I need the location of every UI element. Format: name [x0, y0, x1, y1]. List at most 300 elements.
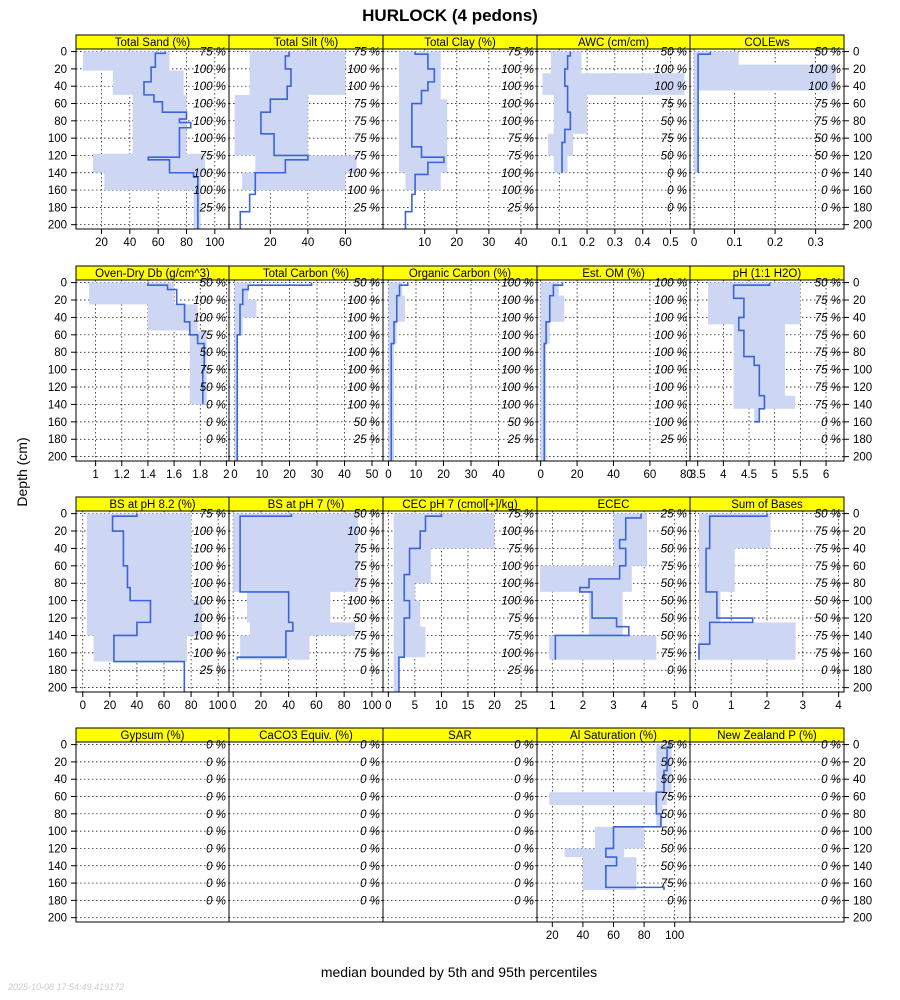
- y-tick-label: 160: [47, 416, 67, 429]
- panel: [48, 35, 229, 249]
- x-tick-label: 4.5: [741, 469, 758, 481]
- data-completeness-label: 0 %: [821, 826, 841, 839]
- y-tick-label: 60: [54, 329, 67, 342]
- y-tick-label: 0: [60, 46, 67, 59]
- x-tick-label: 100: [208, 700, 228, 712]
- x-tick-label: 5.5: [792, 469, 809, 481]
- y-tick-label: 200: [47, 219, 67, 232]
- data-completeness-label: 100 %: [501, 312, 534, 325]
- y-tick-label: 140: [853, 167, 873, 180]
- y-tick-label: 160: [853, 185, 873, 198]
- y-tick-label: 100: [853, 826, 873, 839]
- x-tick-label: 40: [123, 237, 137, 249]
- data-completeness-label: 75 %: [507, 46, 534, 59]
- x-tick-label: 80: [184, 700, 198, 712]
- data-completeness-label: 75 %: [814, 399, 841, 412]
- data-completeness-label: 75 %: [353, 630, 380, 643]
- data-completeness-label: 50 %: [353, 613, 380, 626]
- x-tick-label: 20: [103, 700, 117, 712]
- data-completeness-label: 0 %: [360, 756, 380, 769]
- x-tick-label: 0.3: [606, 237, 623, 249]
- data-completeness-label: 75 %: [814, 578, 841, 591]
- x-tick-label: 10: [435, 700, 448, 712]
- chart-title: HURLOCK (4 pedons): [362, 6, 538, 25]
- x-tick-label: 20: [263, 237, 277, 249]
- y-tick-label: 60: [54, 791, 67, 804]
- data-completeness-label: 0 %: [206, 416, 226, 429]
- x-tick-label: 1.4: [139, 469, 156, 481]
- data-completeness-label: 100 %: [193, 115, 226, 128]
- data-completeness-label: 0 %: [821, 756, 841, 769]
- data-completeness-label: 0 %: [667, 665, 687, 678]
- data-completeness-label: 0 %: [821, 416, 841, 429]
- x-tick-label: 40: [301, 237, 315, 249]
- x-tick-label: 30: [482, 237, 496, 249]
- panel-title: Oven-Dry Db (g/cm^3): [95, 268, 210, 280]
- y-tick-label: 160: [853, 647, 873, 660]
- y-tick-label: 20: [853, 295, 866, 308]
- data-completeness-label: 100 %: [654, 63, 687, 76]
- data-completeness-label: 0 %: [667, 185, 687, 198]
- data-completeness-label: 0 %: [514, 860, 534, 873]
- data-completeness-label: 0 %: [206, 774, 226, 787]
- data-completeness-label: 100 %: [501, 560, 534, 573]
- x-tick-label: 40: [576, 930, 590, 942]
- data-completeness-label: 75 %: [353, 578, 380, 591]
- x-tick-label: 0.1: [551, 237, 568, 249]
- x-tick-label: 4: [835, 700, 842, 712]
- data-completeness-label: 0 %: [206, 434, 226, 447]
- data-completeness-label: 50 %: [814, 150, 841, 163]
- y-tick-label: 180: [47, 202, 67, 215]
- data-completeness-label: 0 %: [514, 739, 534, 752]
- data-completeness-label: 50 %: [814, 595, 841, 608]
- x-tick-label: 0.2: [767, 237, 784, 249]
- data-completeness-label: 0 %: [821, 185, 841, 198]
- panel: [537, 497, 690, 712]
- x-tick-label: 5: [671, 700, 678, 712]
- data-completeness-label: 100 %: [501, 347, 534, 360]
- panel-title: CEC pH 7 (cmol[+]/kg): [402, 499, 518, 511]
- data-completeness-label: 25 %: [507, 665, 534, 678]
- data-completeness-label: 25 %: [660, 434, 687, 447]
- data-completeness-label: 100 %: [501, 382, 534, 395]
- data-completeness-label: 50 %: [814, 508, 841, 521]
- y-tick-label: 140: [853, 399, 873, 412]
- panel: [690, 35, 872, 249]
- data-completeness-label: 100 %: [193, 295, 226, 308]
- data-completeness-label: 50 %: [353, 508, 380, 521]
- data-completeness-label: 0 %: [514, 774, 534, 787]
- panel: [383, 728, 537, 922]
- x-tick-label: 60: [607, 930, 620, 942]
- data-completeness-label: 0 %: [821, 808, 841, 821]
- y-tick-label: 180: [853, 665, 873, 678]
- data-completeness-label: 50 %: [814, 613, 841, 626]
- y-tick-label: 20: [54, 526, 67, 539]
- data-completeness-label: 50 %: [353, 277, 380, 290]
- y-tick-label: 200: [47, 682, 67, 695]
- y-tick-label: 60: [54, 560, 67, 573]
- panel-title: SAR: [448, 730, 472, 742]
- data-completeness-label: 75 %: [660, 878, 687, 891]
- data-completeness-label: 0 %: [821, 202, 841, 215]
- x-tick-label: 5: [771, 469, 778, 481]
- data-completeness-label: 75 %: [814, 382, 841, 395]
- y-tick-label: 20: [54, 63, 67, 76]
- data-completeness-label: 0 %: [360, 843, 380, 856]
- x-tick-label: 0: [229, 700, 237, 712]
- y-tick-label: 160: [853, 878, 873, 891]
- x-tick-label: 30: [310, 469, 324, 481]
- y-tick-label: 80: [54, 808, 67, 821]
- y-tick-label: 120: [47, 382, 67, 395]
- y-tick-label: 0: [60, 739, 67, 752]
- data-completeness-label: 0 %: [821, 843, 841, 856]
- y-tick-label: 80: [54, 115, 67, 128]
- y-tick-label: 40: [853, 81, 866, 94]
- data-completeness-label: 0 %: [821, 878, 841, 891]
- y-tick-label: 20: [54, 756, 67, 769]
- data-completeness-label: 0 %: [821, 434, 841, 447]
- data-completeness-label: 75 %: [353, 133, 380, 146]
- y-tick-label: 100: [853, 595, 873, 608]
- y-tick-label: 120: [853, 843, 873, 856]
- panel: [690, 728, 872, 925]
- data-completeness-label: 100 %: [501, 98, 534, 111]
- data-completeness-label: 0 %: [360, 860, 380, 873]
- x-tick-label: 2: [763, 700, 771, 712]
- data-completeness-label: 100 %: [501, 185, 534, 198]
- y-tick-label: 100: [47, 826, 67, 839]
- data-completeness-label: 0 %: [514, 826, 534, 839]
- data-completeness-label: 75 %: [507, 150, 534, 163]
- y-tick-label: 80: [853, 115, 866, 128]
- data-completeness-label: 100 %: [654, 295, 687, 308]
- panel-title: AWC (cm/cm): [577, 37, 650, 49]
- panel-title: CaCO3 Equiv. (%): [259, 730, 353, 742]
- percentile-band: [549, 745, 671, 890]
- y-tick-label: 0: [60, 508, 67, 521]
- data-completeness-label: 75 %: [660, 791, 687, 804]
- y-axis-title: Depth (cm): [14, 437, 30, 507]
- data-completeness-label: 75 %: [660, 560, 687, 573]
- data-completeness-label: 75 %: [353, 647, 380, 660]
- data-completeness-label: 100 %: [347, 329, 380, 342]
- data-completeness-label: 50 %: [660, 46, 687, 59]
- x-tick-label: 3: [799, 700, 807, 712]
- data-completeness-label: 100 %: [193, 312, 226, 325]
- percentile-band: [233, 514, 358, 660]
- y-tick-label: 40: [853, 774, 866, 787]
- x-tick-label: 20: [283, 469, 296, 481]
- data-completeness-label: 0 %: [667, 167, 687, 180]
- panel-title: Gypsum (%): [120, 730, 185, 742]
- y-tick-label: 140: [853, 630, 873, 643]
- data-completeness-label: 50 %: [199, 277, 226, 290]
- panel-title: BS at pH 8.2 (%): [109, 499, 196, 511]
- y-tick-label: 40: [54, 774, 67, 787]
- y-tick-label: 160: [47, 647, 67, 660]
- x-tick-label: 0: [385, 469, 392, 481]
- data-completeness-label: 100 %: [193, 578, 226, 591]
- y-tick-label: 180: [47, 895, 67, 908]
- y-tick-label: 0: [853, 739, 860, 752]
- data-completeness-label: 100 %: [654, 399, 687, 412]
- data-completeness-label: 50 %: [660, 578, 687, 591]
- data-completeness-label: 75 %: [199, 364, 226, 377]
- panel-title: Est. OM (%): [582, 268, 645, 280]
- data-completeness-label: 100 %: [808, 81, 841, 94]
- timestamp: 2025-10-08 17:54:49.419172: [8, 982, 125, 992]
- percentile-band: [235, 52, 357, 229]
- x-tick-label: 60: [157, 700, 171, 712]
- data-completeness-label: 50 %: [814, 133, 841, 146]
- data-completeness-label: 75 %: [199, 508, 226, 521]
- data-completeness-label: 100 %: [347, 167, 380, 180]
- data-completeness-label: 100 %: [193, 543, 226, 556]
- x-tick-label: 80: [180, 237, 193, 249]
- x-axis-title: median bounded by 5th and 95th percentiles: [320, 964, 598, 980]
- percentile-band: [699, 514, 796, 660]
- y-tick-label: 100: [47, 364, 67, 377]
- data-completeness-label: 100 %: [193, 526, 226, 539]
- data-completeness-label: 25 %: [507, 434, 534, 447]
- data-completeness-label: 75 %: [814, 295, 841, 308]
- panel: [229, 266, 383, 481]
- data-completeness-label: 100 %: [193, 560, 226, 573]
- data-completeness-label: 75 %: [507, 133, 534, 146]
- panel: [229, 497, 383, 712]
- x-tick-label: 0.5: [662, 237, 679, 249]
- panel-title: Total Sand (%): [114, 37, 191, 49]
- panel-grid: [48, 35, 872, 942]
- data-completeness-label: 50 %: [660, 843, 687, 856]
- data-completeness-label: 75 %: [814, 364, 841, 377]
- data-completeness-label: 50 %: [660, 526, 687, 539]
- data-completeness-label: 100 %: [501, 295, 534, 308]
- data-completeness-label: 50 %: [660, 826, 687, 839]
- data-completeness-label: 100 %: [501, 115, 534, 128]
- y-tick-label: 40: [54, 312, 67, 325]
- panel-title: pH (1:1 H2O): [732, 268, 802, 280]
- y-tick-label: 160: [853, 416, 873, 429]
- y-tick-label: 160: [47, 878, 67, 891]
- x-tick-label: 3.5: [689, 469, 706, 481]
- data-completeness-label: 100 %: [654, 81, 687, 94]
- y-tick-label: 180: [853, 895, 873, 908]
- data-completeness-label: 50 %: [660, 115, 687, 128]
- data-completeness-label: 100 %: [501, 329, 534, 342]
- data-completeness-label: 0 %: [821, 860, 841, 873]
- y-tick-label: 200: [853, 451, 873, 464]
- y-tick-label: 80: [54, 347, 67, 360]
- data-completeness-label: 50 %: [660, 756, 687, 769]
- data-completeness-label: 75 %: [199, 46, 226, 59]
- data-completeness-label: 25 %: [353, 202, 380, 215]
- panel-title: ECEC: [597, 499, 630, 511]
- panel: [48, 728, 229, 925]
- data-completeness-label: 0 %: [360, 808, 380, 821]
- data-completeness-label: 75 %: [353, 543, 380, 556]
- x-tick-label: 1: [549, 700, 556, 712]
- y-tick-label: 200: [47, 451, 67, 464]
- y-tick-label: 60: [853, 98, 866, 111]
- y-tick-label: 200: [853, 682, 873, 695]
- data-completeness-label: 25 %: [199, 665, 226, 678]
- y-tick-label: 180: [47, 665, 67, 678]
- data-completeness-label: 50 %: [814, 46, 841, 59]
- data-completeness-label: 100 %: [501, 167, 534, 180]
- x-tick-label: 40: [282, 700, 296, 712]
- y-tick-label: 60: [853, 329, 866, 342]
- x-tick-label: 100: [362, 700, 382, 712]
- x-tick-label: 50: [365, 469, 379, 481]
- data-completeness-label: 75 %: [814, 347, 841, 360]
- data-completeness-label: 50 %: [660, 150, 687, 163]
- data-completeness-label: 0 %: [514, 878, 534, 891]
- data-completeness-label: 0 %: [206, 843, 226, 856]
- data-completeness-label: 100 %: [347, 81, 380, 94]
- data-completeness-label: 0 %: [206, 739, 226, 752]
- data-completeness-label: 75 %: [660, 98, 687, 111]
- x-tick-label: 20: [450, 237, 464, 249]
- panel: [383, 266, 537, 481]
- y-tick-label: 100: [47, 595, 67, 608]
- data-completeness-label: 100 %: [654, 416, 687, 429]
- panel-title: BS at pH 7 (%): [267, 499, 345, 511]
- y-tick-label: 60: [54, 98, 67, 111]
- data-completeness-label: 100 %: [347, 364, 380, 377]
- data-completeness-label: 50 %: [660, 543, 687, 556]
- y-tick-label: 100: [853, 364, 873, 377]
- y-tick-label: 140: [47, 167, 67, 180]
- data-completeness-label: 100 %: [347, 63, 380, 76]
- data-completeness-label: 0 %: [514, 808, 534, 821]
- data-completeness-label: 100 %: [501, 81, 534, 94]
- data-completeness-label: 0 %: [360, 895, 380, 908]
- data-completeness-label: 75 %: [814, 329, 841, 342]
- data-completeness-label: 100 %: [193, 613, 226, 626]
- y-tick-label: 20: [853, 756, 866, 769]
- data-completeness-label: 0 %: [821, 895, 841, 908]
- percentile-band: [540, 514, 656, 660]
- x-tick-label: 6: [822, 469, 830, 481]
- y-tick-label: 80: [54, 578, 67, 591]
- y-tick-label: 80: [853, 808, 866, 821]
- x-tick-label: 40: [130, 700, 144, 712]
- y-tick-label: 200: [47, 912, 67, 925]
- data-completeness-label: 75 %: [507, 508, 534, 521]
- data-completeness-label: 100 %: [193, 185, 226, 198]
- data-completeness-label: 100 %: [808, 63, 841, 76]
- data-completeness-label: 100 %: [193, 647, 226, 660]
- x-tick-label: 80: [337, 700, 351, 712]
- x-tick-label: 0: [690, 237, 698, 249]
- y-tick-label: 100: [853, 133, 873, 146]
- x-tick-label: 20: [545, 930, 559, 942]
- x-tick-label: 0: [385, 700, 392, 712]
- data-completeness-label: 50 %: [353, 416, 380, 429]
- data-completeness-label: 100 %: [654, 277, 687, 290]
- data-completeness-label: 75 %: [507, 630, 534, 643]
- data-completeness-label: 0 %: [360, 791, 380, 804]
- x-tick-label: 1: [727, 700, 735, 712]
- panel: [537, 266, 693, 481]
- x-tick-label: 60: [339, 237, 352, 249]
- x-tick-label: 20: [95, 237, 108, 249]
- data-completeness-label: 0 %: [821, 791, 841, 804]
- y-tick-label: 60: [853, 791, 866, 804]
- data-completeness-label: 0 %: [821, 665, 841, 678]
- data-completeness-label: 25 %: [353, 434, 380, 447]
- data-completeness-label: 0 %: [514, 895, 534, 908]
- y-tick-label: 0: [853, 46, 860, 59]
- panel-title: New Zealand P (%): [717, 730, 817, 742]
- x-tick-label: 25: [514, 700, 528, 712]
- panel: [48, 497, 229, 712]
- data-completeness-label: 50 %: [660, 613, 687, 626]
- data-completeness-label: 0 %: [360, 878, 380, 891]
- y-tick-label: 120: [853, 382, 873, 395]
- data-completeness-label: 100 %: [347, 347, 380, 360]
- x-tick-label: 30: [464, 469, 478, 481]
- x-tick-label: 15: [461, 700, 475, 712]
- y-tick-label: 200: [853, 912, 873, 925]
- y-tick-label: 40: [54, 81, 67, 94]
- data-completeness-label: 100 %: [347, 399, 380, 412]
- x-tick-label: 0: [79, 700, 86, 712]
- data-completeness-label: 100 %: [347, 312, 380, 325]
- data-completeness-label: 100 %: [347, 295, 380, 308]
- data-completeness-label: 100 %: [193, 595, 226, 608]
- data-completeness-label: 100 %: [193, 167, 226, 180]
- data-completeness-label: 0 %: [667, 202, 687, 215]
- data-completeness-label: 25 %: [660, 508, 687, 521]
- x-tick-label: 60: [310, 700, 323, 712]
- data-completeness-label: 0 %: [206, 399, 226, 412]
- y-tick-label: 140: [47, 630, 67, 643]
- percentile-band: [399, 52, 447, 229]
- y-tick-label: 140: [853, 860, 873, 873]
- x-tick-label: 100: [205, 237, 225, 249]
- data-completeness-label: 75 %: [814, 560, 841, 573]
- data-completeness-label: 0 %: [821, 774, 841, 787]
- data-completeness-label: 100 %: [501, 578, 534, 591]
- data-completeness-label: 100 %: [654, 347, 687, 360]
- x-tick-label: 20: [437, 469, 450, 481]
- y-tick-label: 120: [47, 843, 67, 856]
- x-tick-label: 1: [92, 469, 99, 481]
- y-tick-label: 20: [853, 526, 866, 539]
- data-completeness-label: 75 %: [199, 329, 226, 342]
- data-completeness-label: 100 %: [347, 595, 380, 608]
- data-completeness-label: 0 %: [360, 665, 380, 678]
- data-completeness-label: 75 %: [507, 613, 534, 626]
- data-completeness-label: 75 %: [814, 115, 841, 128]
- data-completeness-label: 25 %: [199, 202, 226, 215]
- data-completeness-label: 75 %: [507, 543, 534, 556]
- panel: [48, 266, 230, 481]
- x-tick-label: 100: [665, 930, 685, 942]
- x-tick-label: 0: [537, 469, 544, 481]
- panel-title: Sum of Bases: [731, 499, 803, 511]
- y-tick-label: 20: [54, 295, 67, 308]
- x-tick-label: 40: [514, 237, 528, 249]
- y-tick-label: 180: [47, 434, 67, 447]
- x-tick-label: 60: [151, 237, 165, 249]
- y-tick-label: 40: [853, 543, 866, 556]
